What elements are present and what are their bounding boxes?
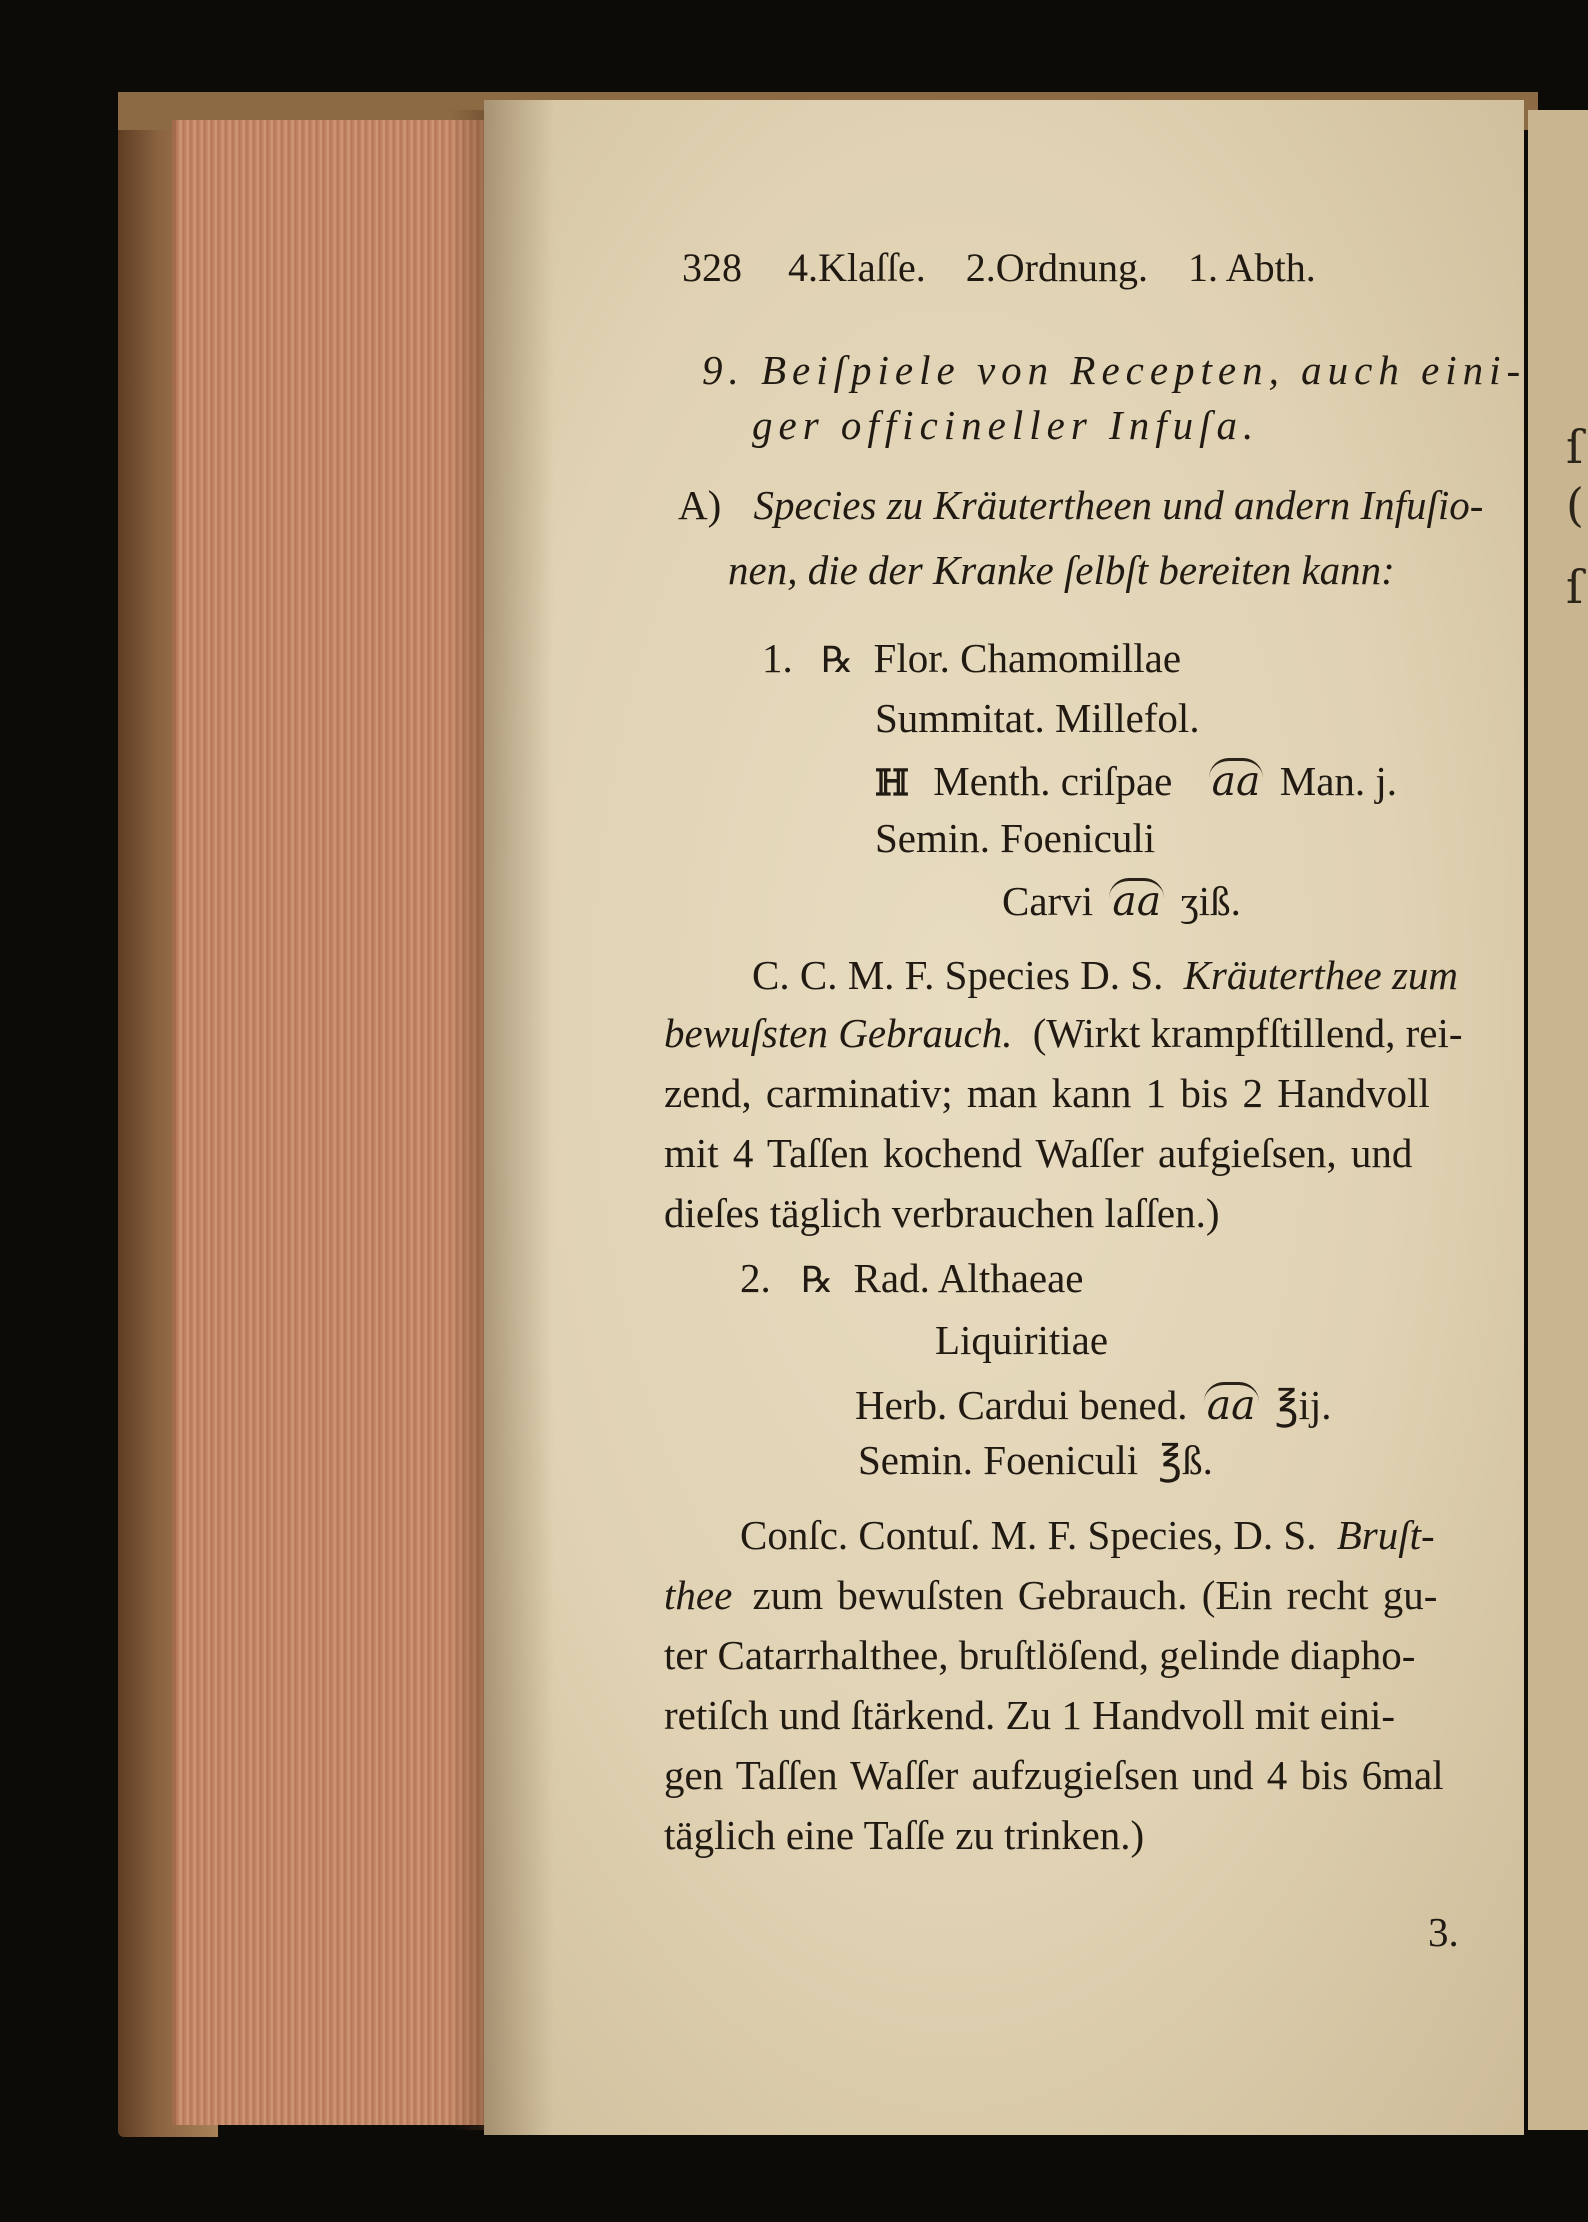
- instruction-line: [664, 1010, 1463, 1056]
- dose: ʒiß.: [1180, 878, 1241, 924]
- recipe-symbol: ℞: [821, 640, 854, 681]
- instruction-text: Conſc. Contuſ. M. F. Species, D. S.: [740, 1512, 1317, 1558]
- ingredient: Liquiritiae: [935, 1317, 1109, 1363]
- gutter-shadow: [484, 100, 554, 2135]
- header-class: 4.Klaſſe.: [788, 245, 926, 290]
- header-order: 2.Ordnung.: [965, 245, 1148, 290]
- instruction-line: [740, 1512, 1435, 1558]
- recipe-2-line: [855, 1381, 1332, 1429]
- ana-mark: aa: [1109, 878, 1164, 922]
- header-section: 1. Abth.: [1187, 245, 1316, 290]
- mixture-mark: ℍ: [875, 762, 910, 804]
- page-stack-edge: [172, 120, 486, 2125]
- subsection-text: Species zu Kräutertheen und andern Infuſio-: [753, 482, 1484, 528]
- ingredient: Menth. criſpae: [933, 758, 1173, 804]
- instruction-line: [752, 952, 1459, 998]
- ingredient: Rad. Althaeae: [853, 1255, 1084, 1301]
- next-page-glyph: ſ: [1566, 560, 1584, 614]
- instruction-italic: bewuſsten Gebrauch.: [664, 1010, 1013, 1056]
- instruction-line: zend, carminativ; man kann 1 bis 2 Handvoll: [664, 1070, 1430, 1116]
- running-header: [682, 245, 1316, 290]
- next-page-edge: [1528, 110, 1588, 2130]
- ingredient: Semin. Foeniculi: [875, 815, 1156, 861]
- subsection-heading: [678, 482, 1484, 528]
- ana-mark: aa: [1204, 1382, 1259, 1426]
- instruction-text: C. C. M. F. Species D. S.: [752, 952, 1164, 998]
- recipe-1-line: [1002, 877, 1241, 925]
- subsection-label: A): [678, 482, 722, 528]
- instruction-line: dieſes täglich verbrauchen laſſen.): [664, 1190, 1220, 1236]
- instruction-italic: Bruſt-: [1336, 1512, 1435, 1558]
- dose: Man. j.: [1279, 758, 1398, 804]
- instruction-italic: Kräuterthee zum: [1183, 952, 1459, 998]
- ingredient: Semin. Foeniculi: [858, 1437, 1139, 1483]
- ingredient: Carvi: [1002, 878, 1094, 924]
- instruction-text: zum bewuſsten Gebrauch. (Ein recht gu-: [752, 1572, 1438, 1618]
- instruction-italic: thee: [664, 1572, 733, 1618]
- ingredient: Flor. Chamomillae: [873, 635, 1182, 681]
- instruction-text: (Wirkt krampfſtillend, rei-: [1032, 1010, 1463, 1056]
- recipe-number: 1.: [762, 635, 793, 681]
- recipe-number: 2.: [740, 1255, 771, 1301]
- recipe-1-line: [762, 635, 1182, 681]
- instruction-line: ter Catarrhalthee, bruſtlöſend, gelinde diapho-: [664, 1632, 1416, 1678]
- next-page-glyph: (: [1566, 478, 1584, 532]
- subsection-heading-cont: nen, die der Kranke ſelbſt bereiten kann:: [728, 547, 1395, 593]
- catchword: 3.: [1428, 1909, 1459, 1955]
- instruction-line: retiſch und ſtärkend. Zu 1 Handvoll mit eini-: [664, 1692, 1395, 1738]
- ingredient: Summitat. Millefol.: [875, 695, 1200, 741]
- ana-mark: aa: [1209, 758, 1264, 802]
- next-page-glyph: ſ: [1566, 420, 1584, 474]
- section-title-line: ger officineller Infuſa.: [752, 402, 1260, 448]
- instruction-line: mit 4 Taſſen kochend Waſſer aufgieſsen, und: [664, 1130, 1413, 1176]
- dose: ℥ij.: [1274, 1382, 1332, 1428]
- recipe-symbol: ℞: [801, 1260, 834, 1301]
- dose: ℥ß.: [1158, 1437, 1213, 1483]
- recipe-2-line: [858, 1437, 1213, 1483]
- page-number: 328: [682, 245, 742, 290]
- ingredient: Herb. Cardui bened.: [855, 1382, 1188, 1428]
- instruction-line: täglich eine Taſſe zu trinken.): [664, 1812, 1145, 1858]
- recipe-2-line: [740, 1255, 1084, 1301]
- instruction-line: gen Taſſen Waſſer aufzugieſsen und 4 bis 6mal: [664, 1752, 1444, 1798]
- instruction-line: [664, 1572, 1438, 1618]
- recipe-1-line: [875, 757, 1398, 805]
- section-title-line: 9. Beiſpiele von Recepten, auch eini-: [702, 347, 1527, 393]
